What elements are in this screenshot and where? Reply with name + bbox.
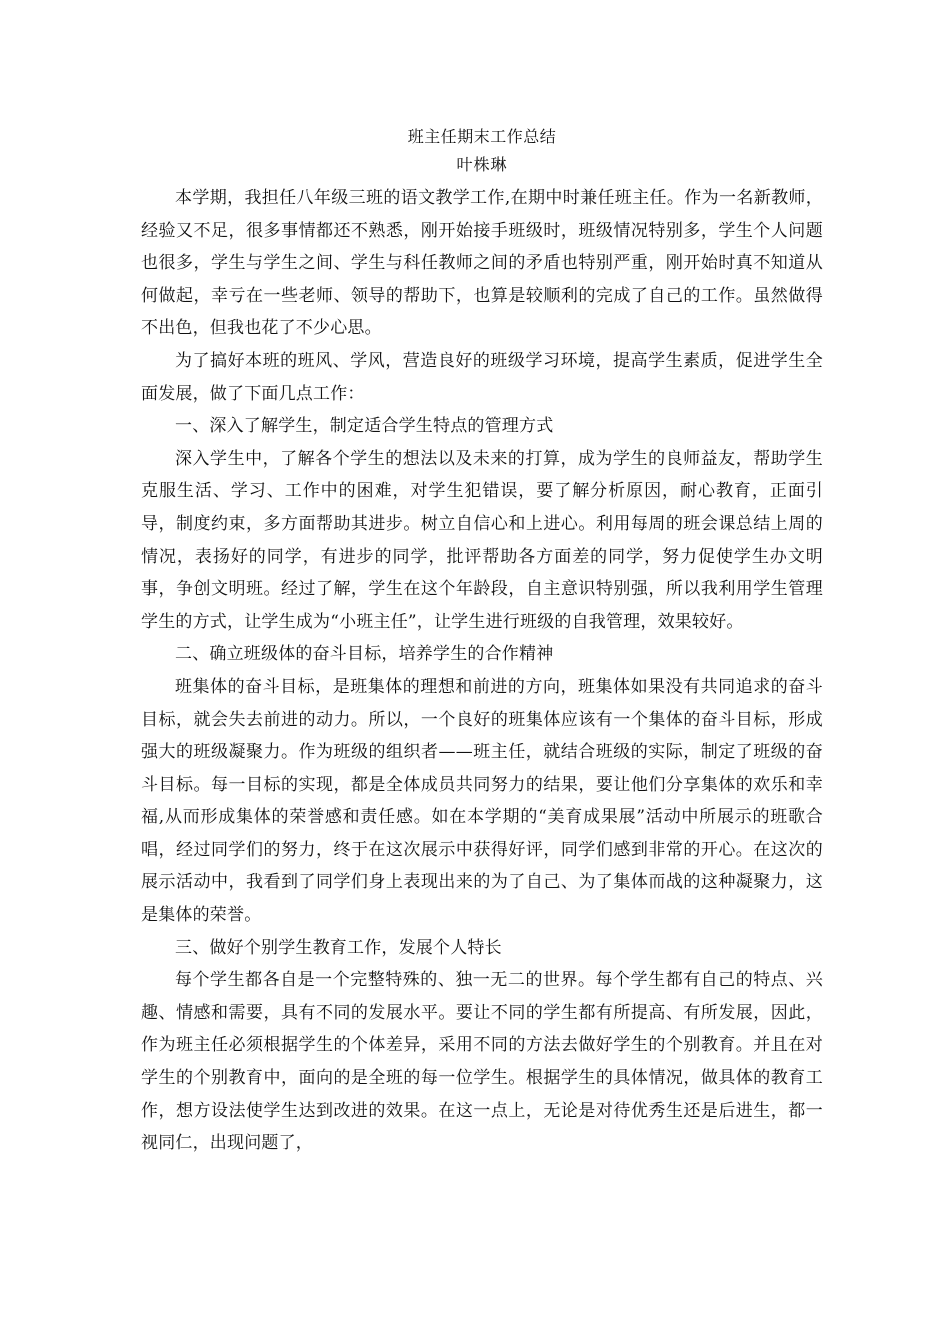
section-heading-3: 三、做好个别学生教育工作，发展个人特长 <box>175 937 502 958</box>
document-page <box>141 124 823 1160</box>
document-title: 班主任期末工作总结 <box>407 127 557 146</box>
paragraph-section-3: 每个学生都各自是一个完整特殊的、独一无二的世界。每个学生都有自己的特点、兴趣、情感和需要，具有不同的发展水平。要让不同的学生都有所提高、有所发展，因此，作为班主任必须根据学生的个体差异，采用不同的方法去做好学生的个别教育。并且在对学生的个别教育中，面向的是全班的每一位学生。根据学生的具体情况，做具体的教育工作，想方设法使学生达到改进的效果。在这一点上，无论是对待优秀生还是后进生，都一视同仁，出现问题了， <box>141 970 823 1154</box>
section-heading-1: 一、深入了解学生，制定适合学生特点的管理方式 <box>175 416 554 437</box>
document-author: 叶株琳 <box>456 155 508 174</box>
paragraph-intro: 本学期，我担任八年级三班的语文教学工作,在期中时兼任班主任。作为一名新教师，经验又不足，很多事情都还不熟悉，刚开始接手班级时，班级情况特别多，学生个人问题也很多，学生与学生之间、学生与科任教师之间的矛盾也特别严重，刚开始时真不知道从何做起，幸亏在一些老师、领导的帮助下，也算是较顺利的完成了自己的工作。虽然做得不出色，但我也花了不少心思。 <box>141 188 823 339</box>
paragraph-section-2: 班集体的奋斗目标，是班集体的理想和前进的方向，班集体如果没有共同追求的奋斗目标，就会失去前进的动力。所以，一个良好的班集体应该有一个集体的奋斗目标，形成强大的班级凝聚力。作为班级的组织者——班主任，就结合班级的实际，制定了班级的奋斗目标。每一目标的实现，都是全体成员共同努力的结果，要让他们分享集体的欢乐和幸福,从而形成集体的荣誉感和责任感。如在本学期的“美育成果展”活动中所展示的班歌合唱，经过同学们的努力，终于在这次展示中获得好评，同学们感到非常的开心。在这次的展示活动中，我看到了同学们身上表现出来的为了自己、为了集体而战的这种凝聚力，这是集体的荣誉。 <box>141 676 823 926</box>
section-heading-2: 二、确立班级体的奋斗目标，培养学生的合作精神 <box>175 644 554 665</box>
paragraph-overview: 为了搞好本班的班风、学风，营造良好的班级学习环境，提高学生素质，促进学生全面发展，做了下面几点工作： <box>141 350 823 404</box>
paragraph-section-1: 深入学生中，了解各个学生的想法以及未来的打算，成为学生的良师益友，帮助学生克服生活、学习、工作中的困难，对学生犯错误，要了解分析原因，耐心教育，正面引导，制度约束，多方面帮助其进步。树立自信心和上进心。利用每周的班会课总结上周的情况，表扬好的同学，有进步的同学，批评帮助各方面差的同学，努力促使学生办文明事，争创文明班。经过了解，学生在这个年龄段，自主意识特别强，所以我利用学生管理学生的方式，让学生成为“小班主任”，让学生进行班级的自我管理，效果较好。 <box>141 448 823 632</box>
